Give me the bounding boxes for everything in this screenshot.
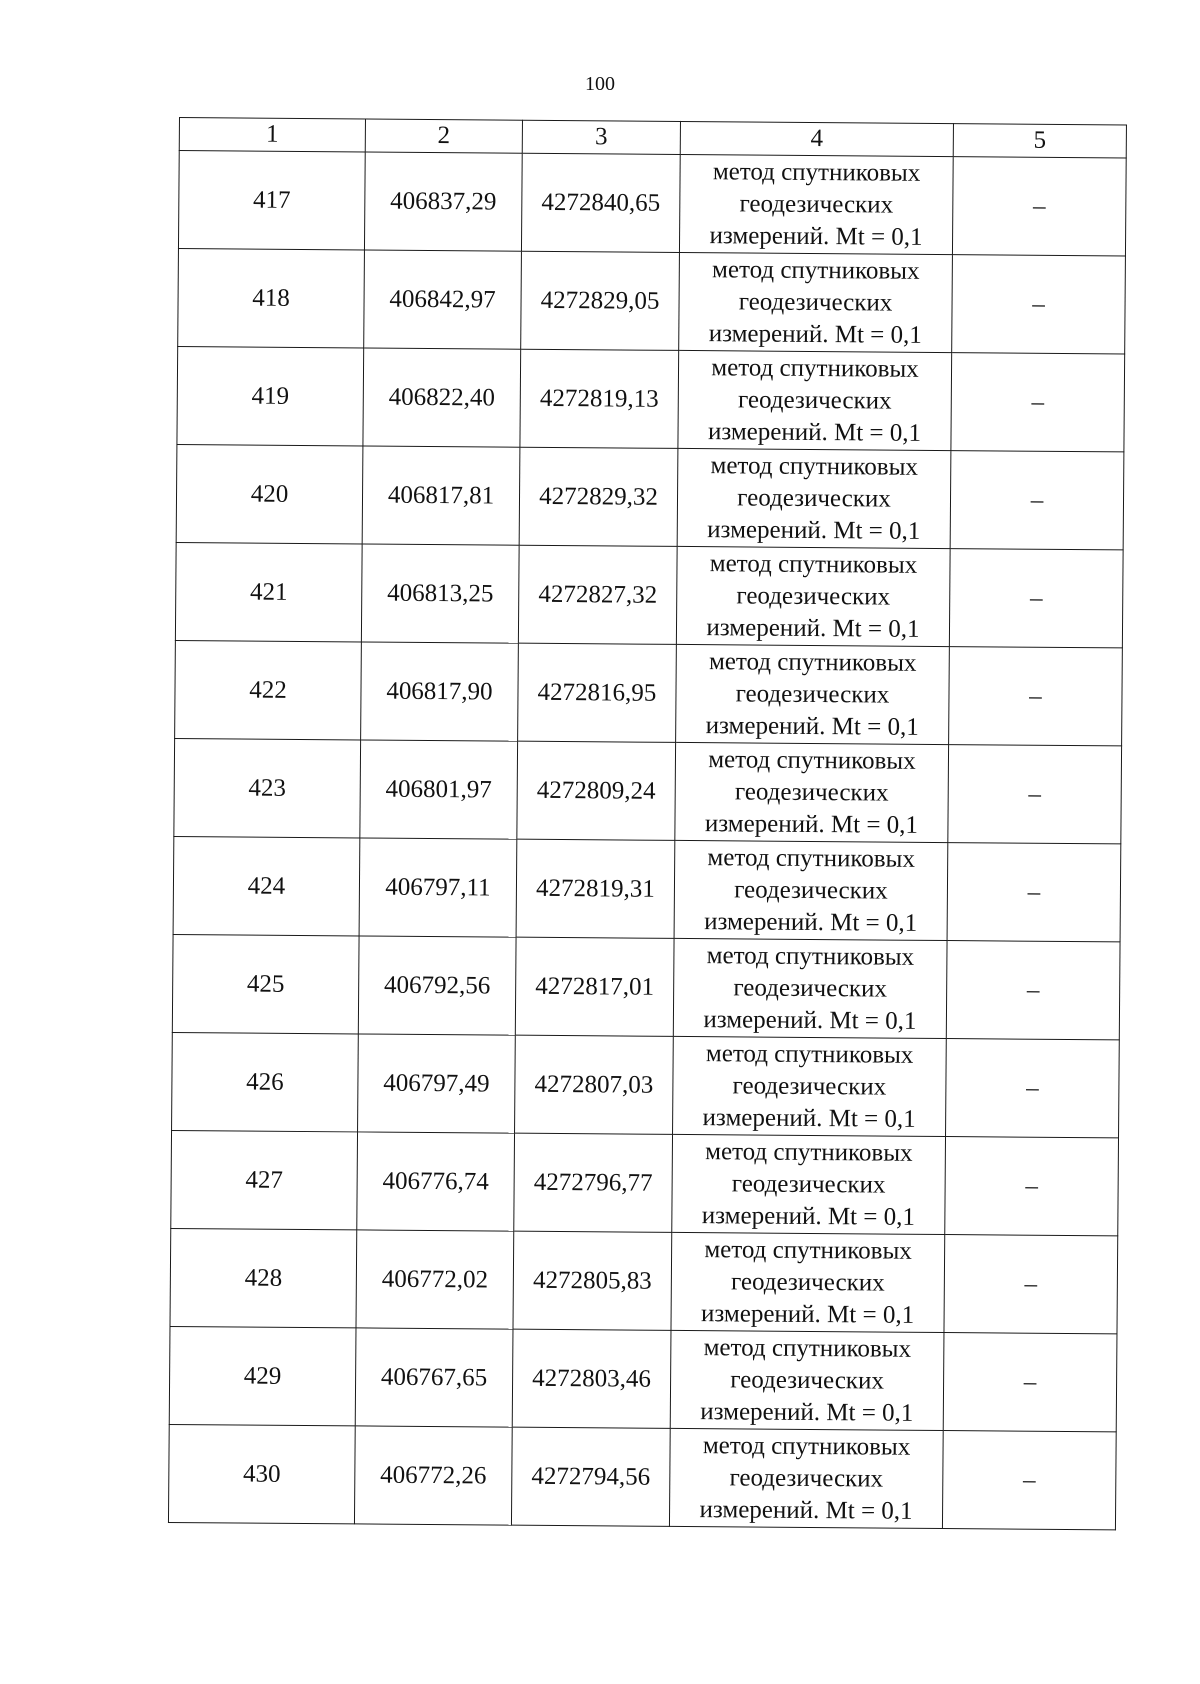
method-line: измерений. Mt = 0,1 — [702, 1103, 916, 1133]
note-cell: – — [952, 255, 1126, 354]
point-number-cell: 426 — [172, 1032, 359, 1131]
y-coordinate-cell: 4272803,46 — [512, 1329, 671, 1428]
x-coordinate-cell: 406801,97 — [360, 740, 518, 839]
method-line: геодезических — [731, 1169, 886, 1199]
method-cell — [676, 644, 950, 744]
method-line: геодезических — [736, 581, 891, 611]
note-cell: – — [948, 745, 1122, 844]
method-cell — [676, 546, 950, 646]
method-line: метод спутниковых — [711, 353, 919, 383]
method-cell — [677, 448, 951, 548]
x-coordinate-cell: 406772,02 — [356, 1230, 514, 1329]
method-line: измерений. Mt = 0,1 — [707, 417, 922, 447]
column-header-5: 5 — [953, 124, 1126, 158]
x-coordinate-cell: 406772,26 — [354, 1426, 512, 1525]
point-number-cell: 420 — [176, 444, 363, 543]
method-line: геодезических — [735, 679, 890, 709]
method-line: измерений. Mt = 0,1 — [707, 515, 921, 545]
column-header-4: 4 — [680, 121, 953, 156]
method-line: геодезических — [734, 875, 888, 905]
method-line: измерений. Mt = 0,1 — [704, 809, 919, 839]
point-number-cell: 418 — [178, 248, 365, 347]
method-cell — [671, 1232, 945, 1332]
table-row — [178, 248, 1126, 353]
method-cell — [674, 840, 948, 940]
x-coordinate-cell: 406817,81 — [362, 446, 520, 545]
point-number-cell: 424 — [173, 836, 360, 935]
y-coordinate-cell: 4272816,95 — [518, 643, 677, 742]
method-line: метод спутниковых — [709, 549, 918, 579]
column-header-2: 2 — [365, 119, 522, 153]
method-cell — [679, 154, 953, 254]
x-coordinate-cell: 406767,65 — [355, 1328, 513, 1427]
point-number-cell: 421 — [175, 542, 362, 641]
table-row — [169, 1326, 1117, 1431]
y-coordinate-cell: 4272796,77 — [514, 1133, 673, 1232]
table-row — [172, 1032, 1120, 1137]
method-line: метод спутниковых — [707, 843, 916, 873]
method-line: измерений. Mt = 0,1 — [708, 319, 922, 349]
note-cell: – — [946, 941, 1120, 1040]
point-number-cell: 430 — [168, 1424, 355, 1523]
method-cell — [670, 1330, 944, 1430]
method-line: геодезических — [732, 1071, 887, 1101]
page-number: 100 — [585, 73, 615, 95]
method-line: измерений. Mt = 0,1 — [701, 1201, 916, 1231]
method-line: измерений. Mt = 0,1 — [700, 1397, 914, 1427]
x-coordinate-cell: 406842,97 — [364, 250, 522, 349]
point-number-cell: 422 — [175, 640, 362, 739]
x-coordinate-cell: 406797,11 — [359, 838, 517, 937]
table-row — [176, 444, 1124, 549]
method-cell — [675, 742, 949, 842]
method-line: метод спутниковых — [708, 647, 917, 677]
method-line: геодезических — [729, 1463, 884, 1493]
table-row — [172, 934, 1120, 1039]
point-number-cell: 419 — [177, 346, 364, 445]
method-line: геодезических — [737, 385, 892, 415]
y-coordinate-cell: 4272809,24 — [517, 741, 676, 840]
note-cell: – — [947, 843, 1121, 942]
table-body — [168, 151, 1126, 1530]
method-cell — [669, 1428, 943, 1528]
method-cell — [672, 1134, 946, 1234]
method-line: геодезических — [739, 189, 894, 219]
point-number-cell: 423 — [174, 738, 361, 837]
y-coordinate-cell: 4272829,32 — [519, 447, 678, 546]
table-row — [178, 151, 1126, 256]
column-header-1: 1 — [179, 118, 365, 152]
point-number-cell: 425 — [172, 934, 359, 1033]
point-number-cell: 429 — [169, 1326, 356, 1425]
method-cell — [679, 252, 953, 352]
note-cell: – — [951, 353, 1125, 452]
y-coordinate-cell: 4272840,65 — [521, 153, 680, 252]
note-cell: – — [949, 647, 1123, 746]
y-coordinate-cell: 4272827,32 — [518, 545, 677, 644]
method-line: геодезических — [730, 1365, 885, 1395]
table-row — [171, 1130, 1119, 1235]
method-line: метод спутниковых — [708, 745, 916, 775]
table-row — [168, 1424, 1116, 1529]
method-line: метод спутниковых — [712, 157, 921, 187]
method-line: геодезических — [730, 1267, 885, 1297]
y-coordinate-cell: 4272817,01 — [515, 937, 674, 1036]
table-row — [175, 542, 1123, 647]
y-coordinate-cell: 4272829,05 — [521, 251, 680, 350]
table-row — [170, 1228, 1118, 1333]
method-line: измерений. Mt = 0,1 — [709, 221, 923, 251]
method-line: метод спутниковых — [704, 1235, 912, 1265]
method-line: геодезических — [738, 287, 893, 317]
table-row — [175, 640, 1123, 745]
x-coordinate-cell: 406813,25 — [361, 544, 519, 643]
method-line: измерений. Mt = 0,1 — [700, 1299, 915, 1329]
method-line: измерений. Mt = 0,1 — [703, 1005, 917, 1035]
method-line: метод спутниковых — [705, 1039, 914, 1069]
note-cell: – — [944, 1235, 1118, 1334]
x-coordinate-cell: 406817,90 — [361, 642, 519, 741]
table-row — [173, 836, 1121, 941]
y-coordinate-cell: 4272819,31 — [516, 839, 675, 938]
y-coordinate-cell: 4272807,03 — [515, 1035, 674, 1134]
method-cell — [673, 1036, 947, 1136]
note-cell: – — [952, 157, 1126, 256]
table-row — [177, 346, 1125, 451]
x-coordinate-cell: 406792,56 — [358, 936, 516, 1035]
method-line: метод спутниковых — [703, 1333, 912, 1363]
method-line: метод спутниковых — [712, 255, 920, 285]
y-coordinate-cell: 4272819,13 — [520, 349, 679, 448]
method-line: измерений. Mt = 0,1 — [705, 711, 919, 741]
point-number-cell: 428 — [170, 1228, 357, 1327]
x-coordinate-cell: 406776,74 — [357, 1132, 515, 1231]
note-cell: – — [950, 451, 1124, 550]
method-cell — [673, 938, 947, 1038]
x-coordinate-cell: 406822,40 — [363, 348, 521, 447]
method-line: измерений. Mt = 0,1 — [699, 1495, 913, 1525]
method-line: геодезических — [734, 777, 889, 807]
method-line: метод спутниковых — [710, 451, 919, 481]
note-cell: – — [949, 549, 1123, 648]
note-cell: – — [946, 1039, 1120, 1138]
method-line: метод спутниковых — [705, 1137, 913, 1167]
note-cell: – — [945, 1137, 1119, 1236]
method-line: геодезических — [733, 973, 888, 1003]
y-coordinate-cell: 4272794,56 — [511, 1427, 670, 1526]
method-line: геодезических — [737, 483, 891, 513]
x-coordinate-cell: 406837,29 — [364, 152, 522, 251]
method-line: измерений. Mt = 0,1 — [706, 613, 920, 643]
table-row — [174, 738, 1122, 843]
point-number-cell: 417 — [178, 151, 365, 250]
method-line: метод спутниковых — [702, 1431, 911, 1461]
method-cell — [678, 350, 952, 450]
method-line: измерений. Mt = 0,1 — [704, 907, 918, 937]
note-cell: – — [943, 1333, 1117, 1432]
coordinates-table — [168, 117, 1127, 1530]
column-header-3: 3 — [522, 120, 680, 154]
method-line: метод спутниковых — [706, 941, 915, 971]
point-number-cell: 427 — [171, 1130, 358, 1229]
note-cell: – — [942, 1431, 1116, 1530]
y-coordinate-cell: 4272805,83 — [513, 1231, 672, 1330]
x-coordinate-cell: 406797,49 — [358, 1034, 516, 1133]
